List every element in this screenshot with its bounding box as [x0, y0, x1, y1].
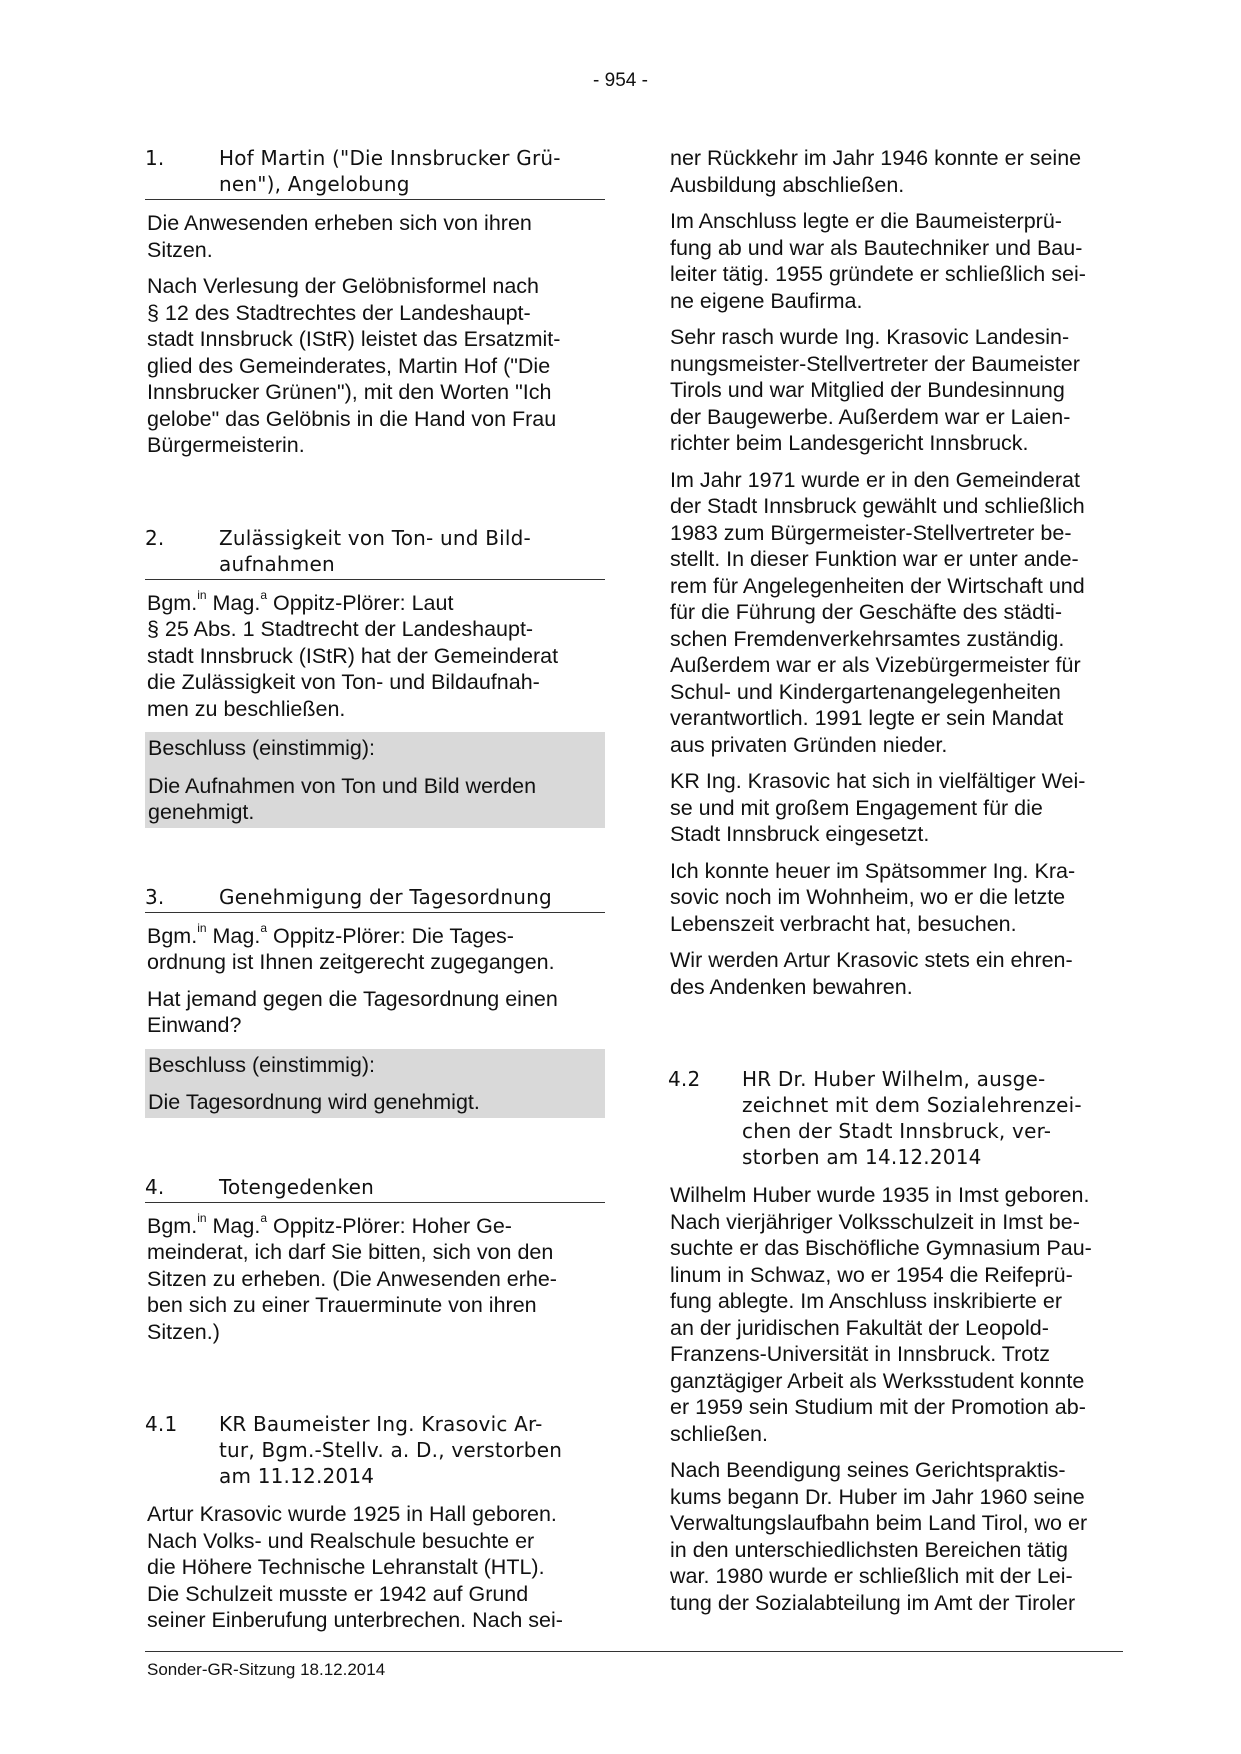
section-heading-2 — [145, 525, 605, 580]
paragraph — [670, 947, 1128, 1000]
title-line: KR Baumeister Ing. Krasovic Ar- — [219, 1412, 543, 1436]
text-line: gelobe" das Gelöbnis in die Hand von Frau — [147, 406, 557, 431]
resolution-text: Die Tagesordnung wird genehmigt. — [148, 1090, 480, 1114]
text-line: Wir werden Artur Krasovic stets ein ehren- — [670, 948, 1073, 972]
paragraph — [147, 986, 605, 1039]
speaker-title: Mag. — [206, 1213, 261, 1238]
section-number: 4.1 — [145, 1412, 178, 1436]
section-heading-3 — [145, 884, 605, 913]
text-line: an der juridischen Fakultät der Leopold- — [670, 1315, 1049, 1340]
speaker-text: Oppitz-Plörer: Hoher Ge- — [267, 1213, 512, 1238]
section-number: 3. — [145, 884, 165, 909]
paragraph — [670, 145, 1128, 198]
spacer — [145, 1355, 605, 1411]
text-line: seiner Einberufung unterbrechen. Nach sei- — [147, 1608, 563, 1632]
text-line: war. 1980 wurde er schließlich mit der Lei- — [670, 1564, 1073, 1588]
text-line: Außerdem war er als Vizebürgermeister für — [670, 653, 1081, 677]
text-line: se und mit großem Engagement für die — [670, 795, 1043, 820]
paragraph — [147, 210, 605, 263]
superscript: in — [197, 1211, 207, 1226]
paragraph — [670, 324, 1128, 457]
paragraph — [147, 1213, 605, 1346]
superscript: a — [260, 588, 267, 603]
text-line: Hat jemand gegen die Tagesordnung einen — [147, 986, 558, 1011]
text-line: ganztägiger Arbeit als Werksstudent konnte — [670, 1368, 1085, 1393]
paragraph — [147, 590, 605, 723]
speaker-title: Bgm. — [147, 923, 198, 948]
title-line: tur, Bgm.-Stellv. a. D., verstorben — [219, 1438, 563, 1462]
title-line: Genehmigung der Tagesordnung — [219, 884, 552, 909]
text-line: verantwortlich. 1991 legte er sein Mandat — [670, 706, 1064, 730]
text-line: er 1959 sein Studium mit der Promotion ab- — [670, 1395, 1086, 1419]
text-line: nungsmeister-Stellvertreter der Baumeister — [670, 351, 1080, 376]
text-line: KR Ing. Krasovic hat sich in vielfältiger Wei- — [670, 769, 1086, 793]
paragraph — [147, 273, 605, 459]
text-line: Schul- und Kindergartenangelegenheiten — [670, 679, 1061, 704]
text-line: Die Schulzeit musste er 1942 auf Grund — [147, 1581, 529, 1606]
section-number: 2. — [145, 525, 165, 550]
text-line: die Höhere Technische Lehranstalt (HTL). — [147, 1555, 545, 1579]
resolution-label: Beschluss (einstimmig): — [148, 736, 375, 760]
title-line: aufnahmen — [219, 551, 335, 576]
text-line: aus privaten Gründen nieder. — [670, 732, 948, 757]
resolution-text — [148, 773, 602, 826]
paragraph — [670, 208, 1128, 314]
text-line: Bürgermeisterin. — [147, 433, 305, 457]
text-line: Tirols und war Mitglied der Bundesinnung — [670, 378, 1065, 402]
right-column — [668, 145, 1128, 1626]
superscript: a — [260, 1211, 267, 1226]
title-line: nen"), Angelobung — [219, 172, 410, 196]
paragraph — [147, 923, 605, 976]
text-line: genehmigt. — [148, 800, 255, 824]
text-line: Nach Beendigung seines Gerichtspraktis- — [670, 1458, 1066, 1482]
spacer — [668, 1010, 1128, 1066]
speaker-title: Bgm. — [147, 1213, 198, 1238]
spacer — [145, 828, 605, 884]
text-line: Nach Verlesung der Gelöbnisformel nach — [147, 274, 539, 298]
section-number: 1. — [145, 146, 165, 170]
footer-text: Sonder-GR-Sitzung 18.12.2014 — [147, 1660, 386, 1679]
text-line: rem für Angelegenheiten der Wirtschaft und — [670, 573, 1085, 598]
paragraph — [670, 768, 1128, 848]
title-line: Hof Martin ("Die Innsbrucker Grü- — [219, 146, 561, 170]
text-line: linum in Schwaz, wo er 1954 die Reifeprü- — [670, 1262, 1073, 1287]
text-line: men zu beschließen. — [147, 696, 346, 721]
text-line: die Zulässigkeit von Ton- und Bildaufnah- — [147, 670, 540, 694]
text-line: Einwand? — [147, 1013, 242, 1037]
section-title — [742, 1066, 1128, 1170]
paragraph — [670, 1457, 1128, 1616]
text-line: fung ab und war als Bautechniker und Bau- — [670, 235, 1083, 260]
resolution-label: Beschluss (einstimmig): — [148, 1052, 375, 1077]
superscript: in — [197, 921, 207, 936]
section-title — [219, 1174, 605, 1200]
text-line: für die Führung der Geschäfte des städti- — [670, 600, 1062, 624]
text-line: stadt Innsbruck (IStR) hat der Gemeinderat — [147, 643, 559, 668]
text-line: Sitzen.) — [147, 1319, 220, 1344]
speaker-title: Bgm. — [147, 590, 198, 615]
text-line: Nach Volks- und Realschule besuchte er — [147, 1528, 535, 1553]
text-line: Artur Krasovic wurde 1925 in Hall geboren. — [147, 1502, 557, 1526]
text-line: ner Rückkehr im Jahr 1946 konnte er seine — [670, 146, 1082, 170]
text-line: Innsbrucker Grünen"), mit den Worten "Ich — [147, 380, 552, 404]
title-line: HR Dr. Huber Wilhelm, ausge- — [742, 1067, 1046, 1091]
text-line: § 12 des Stadtrechtes der Landeshaupt- — [147, 300, 531, 325]
text-line: ben sich zu einer Trauerminute von ihren — [147, 1293, 537, 1317]
text-line: kums begann Dr. Huber im Jahr 1960 seine — [670, 1484, 1085, 1509]
text-line: der Stadt Innsbruck gewählt und schließlich — [670, 494, 1085, 518]
text-line: leiter tätig. 1955 gründete er schließlich sei- — [670, 262, 1086, 286]
left-column — [145, 145, 605, 1644]
paragraph — [147, 1501, 605, 1634]
title-line: Zulässigkeit von Ton- und Bild- — [219, 525, 531, 550]
text-line: fung ablegte. Im Anschluss inskribierte er — [670, 1289, 1062, 1313]
section-heading-4-1 — [145, 1411, 605, 1491]
text-line: in den unterschiedlichsten Bereichen tätig — [670, 1537, 1069, 1562]
section-number: 4. — [145, 1174, 165, 1199]
text-line: Wilhelm Huber wurde 1935 in Imst geboren. — [670, 1183, 1090, 1207]
spacer — [145, 1118, 605, 1174]
text-line: stellt. In dieser Funktion war er unter ande- — [670, 547, 1079, 571]
text-line: stadt Innsbruck (IStR) leistet das Ersatzmit- — [147, 327, 561, 351]
text-line: Im Anschluss legte er die Baumeisterprü- — [670, 209, 1062, 233]
text-line: Sitzen. — [147, 237, 213, 262]
text-line: ne eigene Baufirma. — [670, 288, 863, 313]
title-line: Totengedenken — [219, 1174, 375, 1199]
text-line: Die Anwesenden erheben sich von ihren — [147, 211, 532, 235]
text-line: sovic noch im Wohnheim, wo er die letzte — [670, 885, 1066, 909]
superscript: a — [260, 921, 267, 936]
text-line: Verwaltungslaufbahn beim Land Tirol, wo er — [670, 1511, 1088, 1535]
section-heading-1 — [145, 145, 605, 200]
text-line: Im Jahr 1971 wurde er in den Gemeinderat — [670, 467, 1080, 492]
footer-divider — [145, 1651, 1123, 1652]
text-line: 1983 zum Bürgermeister-Stellvertreter be- — [670, 520, 1072, 545]
text-line: Sitzen zu erheben. (Die Anwesenden erhe- — [147, 1266, 557, 1291]
section-number: 4.2 — [668, 1067, 701, 1091]
text-line: Nach vierjähriger Volksschulzeit in Imst be- — [670, 1209, 1080, 1234]
text-line: des Andenken bewahren. — [670, 974, 913, 999]
title-line: chen der Stadt Innsbruck, ver- — [742, 1119, 1052, 1143]
text-line: Ausbildung abschließen. — [670, 172, 905, 197]
resolution-box — [145, 1049, 605, 1118]
text-line: tung der Sozialabteilung im Amt der Tiroler — [670, 1590, 1076, 1615]
text-line: schließen. — [670, 1421, 768, 1446]
text-line — [147, 590, 605, 617]
text-line: der Baugewerbe. Außerdem war er Laien- — [670, 404, 1071, 429]
paragraph — [670, 467, 1128, 759]
resolution-box — [145, 732, 605, 828]
text-line: Stadt Innsbruck eingesetzt. — [670, 822, 930, 846]
text-line: schen Fremdenverkehrsamtes zuständig. — [670, 626, 1065, 651]
title-line: storben am 14.12.2014 — [742, 1145, 982, 1169]
superscript: in — [197, 588, 207, 603]
spacer — [145, 469, 605, 525]
text-line: § 25 Abs. 1 Stadtrecht der Landeshaupt- — [147, 617, 534, 641]
text-line: meinderat, ich darf Sie bitten, sich von den — [147, 1240, 554, 1264]
text-line: Die Aufnahmen von Ton und Bild werden — [148, 773, 537, 798]
text-line — [147, 1213, 605, 1240]
text-line: glied des Gemeinderates, Martin Hof ("Die — [147, 353, 551, 378]
speaker-text: Oppitz-Plörer: Laut — [267, 590, 454, 615]
section-heading-4-2 — [668, 1066, 1128, 1172]
title-line: zeichnet mit dem Sozialehrenzei- — [742, 1093, 1082, 1117]
text-line: suchte er das Bischöfliche Gymnasium Pau- — [670, 1236, 1092, 1260]
section-title — [219, 884, 605, 910]
section-title — [219, 1411, 605, 1489]
text-line: richter beim Landesgericht Innsbruck. — [670, 431, 1029, 455]
section-title — [219, 525, 605, 577]
speaker-text: Oppitz-Plörer: Die Tages- — [267, 923, 514, 948]
speaker-title: Mag. — [206, 590, 261, 615]
text-line: Sehr rasch wurde Ing. Krasovic Landesin- — [670, 325, 1070, 349]
section-heading-4 — [145, 1174, 605, 1203]
paragraph — [670, 858, 1128, 938]
title-line: am 11.12.2014 — [219, 1464, 375, 1488]
speaker-title: Mag. — [206, 923, 261, 948]
text-line: Lebenszeit verbracht hat, besuchen. — [670, 911, 1017, 936]
page-number: - 954 - — [593, 70, 648, 91]
section-title — [219, 145, 605, 197]
text-line: ordnung ist Ihnen zeitgerecht zugegangen. — [147, 950, 555, 974]
paragraph — [670, 1182, 1128, 1447]
text-line — [147, 923, 605, 950]
text-line: Ich konnte heuer im Spätsommer Ing. Kra- — [670, 858, 1076, 883]
text-line: Franzens-Universität in Innsbruck. Trotz — [670, 1342, 1050, 1366]
